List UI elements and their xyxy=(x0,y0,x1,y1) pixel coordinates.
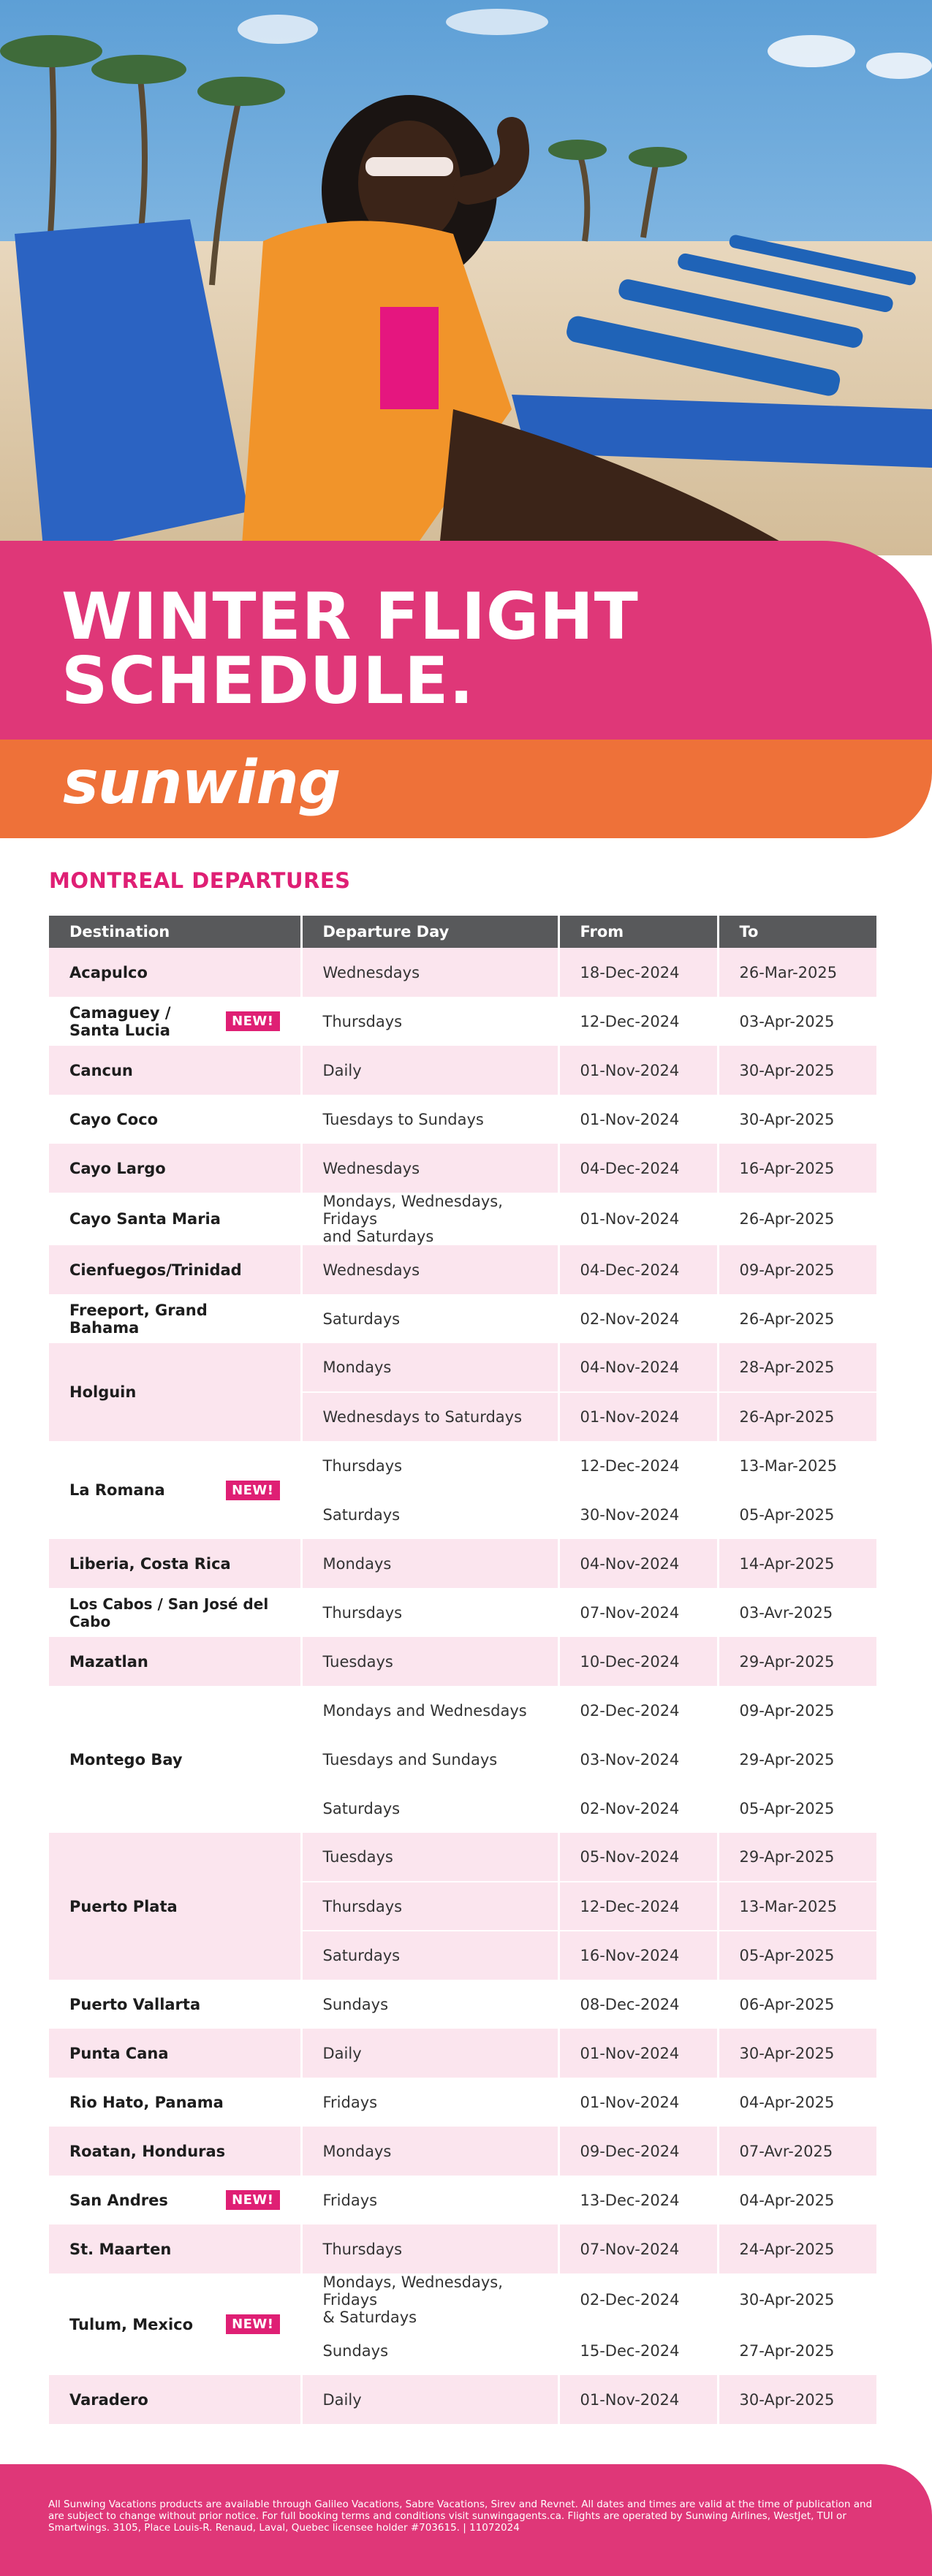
destination-cell: Cancun xyxy=(49,1046,301,1095)
to-cell: 04-Apr-2025 xyxy=(718,2078,876,2127)
day-cell: Tuesdays and Sundays xyxy=(301,1735,558,1784)
to-cell: 29-Apr-2025 xyxy=(718,1735,876,1784)
destination-cell: Cayo Santa Maria xyxy=(49,1193,301,1245)
destination-cell: Puerto Vallarta xyxy=(49,1980,301,2029)
table-row xyxy=(49,2176,876,2224)
destination-cell: Cayo Coco xyxy=(49,1095,301,1144)
table-row xyxy=(49,2375,876,2424)
to-cell: 30-Apr-2025 xyxy=(718,2375,876,2424)
table-row xyxy=(49,2224,876,2273)
destination-cell: Los Cabos / San José del Cabo xyxy=(49,1588,301,1637)
from-cell: 30-Nov-2024 xyxy=(558,1490,718,1539)
table-row xyxy=(49,1980,876,2029)
destination-name: La Romana xyxy=(69,1481,165,1499)
to-cell: 07-Avr-2025 xyxy=(718,2127,876,2176)
to-cell: 24-Apr-2025 xyxy=(718,2224,876,2273)
destination-name: Tulum, Mexico xyxy=(69,2315,194,2333)
day-cell: Mondays xyxy=(301,1539,558,1588)
from-cell: 04-Dec-2024 xyxy=(558,1144,718,1193)
day-cell: Mondays xyxy=(301,1343,558,1392)
destination-name: San Andres xyxy=(69,2191,168,2209)
from-cell: 02-Dec-2024 xyxy=(558,2273,718,2326)
header-to: To xyxy=(718,916,876,948)
header-destination: Destination xyxy=(49,916,301,948)
destination-cell: St. Maarten xyxy=(49,2224,301,2273)
day-cell: Thursdays xyxy=(301,1588,558,1637)
destination-cell xyxy=(49,1441,301,1539)
title-line-1: WINTER FLIGHT xyxy=(61,579,639,654)
from-cell: 02-Nov-2024 xyxy=(558,1784,718,1833)
new-badge: NEW! xyxy=(226,2190,279,2210)
day-cell: Tuesdays xyxy=(301,1637,558,1686)
table-row xyxy=(49,1441,876,1490)
day-cell: Tuesdays to Sundays xyxy=(301,1095,558,1144)
table-row xyxy=(49,1046,876,1095)
page-title xyxy=(61,579,639,718)
to-cell: 05-Apr-2025 xyxy=(718,1931,876,1980)
title-line-2: SCHEDULE. xyxy=(61,643,474,718)
to-cell: 29-Apr-2025 xyxy=(718,1637,876,1686)
day-cell: Daily xyxy=(301,2375,558,2424)
day-cell: Wednesdays xyxy=(301,1245,558,1294)
from-cell: 08-Dec-2024 xyxy=(558,1980,718,2029)
sunwing-logo: sunwing xyxy=(63,748,341,818)
from-cell: 07-Nov-2024 xyxy=(558,1588,718,1637)
day-cell: Daily xyxy=(301,1046,558,1095)
to-cell: 03-Avr-2025 xyxy=(718,1588,876,1637)
day-cell: Sundays xyxy=(301,2326,558,2375)
day-cell: Sundays xyxy=(301,1980,558,2029)
table-row xyxy=(49,1095,876,1144)
beach-scene-illustration xyxy=(0,0,932,555)
destination-name: Camaguey / Santa Lucia xyxy=(69,1003,171,1039)
day-cell: Tuesdays xyxy=(301,1833,558,1882)
from-cell: 04-Nov-2024 xyxy=(558,1343,718,1392)
table-row xyxy=(49,1686,876,1735)
table-row xyxy=(49,1245,876,1294)
day-cell: Thursdays xyxy=(301,1882,558,1931)
from-cell: 01-Nov-2024 xyxy=(558,1046,718,1095)
to-cell: 14-Apr-2025 xyxy=(718,1539,876,1588)
to-cell: 30-Apr-2025 xyxy=(718,1095,876,1144)
destination-cell: Acapulco xyxy=(49,948,301,997)
table-row xyxy=(49,997,876,1046)
table-row xyxy=(49,1294,876,1343)
from-cell: 01-Nov-2024 xyxy=(558,2078,718,2127)
to-cell: 05-Apr-2025 xyxy=(718,1784,876,1833)
header-departure-day: Departure Day xyxy=(301,916,558,948)
section-title: MONTREAL DEPARTURES xyxy=(49,868,351,893)
from-cell: 01-Nov-2024 xyxy=(558,2375,718,2424)
from-cell: 04-Dec-2024 xyxy=(558,1245,718,1294)
day-cell: Wednesdays xyxy=(301,1144,558,1193)
new-badge: NEW! xyxy=(226,1481,279,1500)
destination-cell: Liberia, Costa Rica xyxy=(49,1539,301,1588)
table-row xyxy=(49,1343,876,1392)
table-row xyxy=(49,1588,876,1637)
destination-cell: Puerto Plata xyxy=(49,1833,301,1980)
day-cell: Mondays xyxy=(301,2127,558,2176)
from-cell: 16-Nov-2024 xyxy=(558,1931,718,1980)
destination-cell: Rio Hato, Panama xyxy=(49,2078,301,2127)
table-row xyxy=(49,1637,876,1686)
day-cell: Wednesdays to Saturdays xyxy=(301,1392,558,1441)
from-cell: 03-Nov-2024 xyxy=(558,1735,718,1784)
from-cell: 10-Dec-2024 xyxy=(558,1637,718,1686)
footer-disclaimer: All Sunwing Vacations products are available through Galileo Vacations, Sabre Vacations, Sirev and Revnet. All dates and times are valid at the time of publication and are subject to change without prior notice. For full booking terms and conditions visit sunwingagents.ca. Flights are operated by Sunwing Airlines, WestJet, TUI or Smartwings. 3105, Place Louis-R. Renaud, Laval, Quebec licensee holder #703615. | 11072024 xyxy=(48,2499,873,2534)
table-header-row xyxy=(49,916,876,948)
to-cell: 27-Apr-2025 xyxy=(718,2326,876,2375)
to-cell: 13-Mar-2025 xyxy=(718,1882,876,1931)
to-cell: 26-Apr-2025 xyxy=(718,1392,876,1441)
day-cell: Saturdays xyxy=(301,1490,558,1539)
from-cell: 07-Nov-2024 xyxy=(558,2224,718,2273)
day-cell: Saturdays xyxy=(301,1294,558,1343)
day-cell: Saturdays xyxy=(301,1784,558,1833)
day-line-2: & Saturdays xyxy=(322,2309,417,2326)
day-cell xyxy=(301,1193,558,1245)
day-cell: Fridays xyxy=(301,2176,558,2224)
table-row xyxy=(49,948,876,997)
destination-cell: Montego Bay xyxy=(49,1686,301,1833)
day-cell: Mondays and Wednesdays xyxy=(301,1686,558,1735)
hero-photo xyxy=(0,0,932,555)
to-cell: 30-Apr-2025 xyxy=(718,1046,876,1095)
from-cell: 01-Nov-2024 xyxy=(558,1095,718,1144)
to-cell: 16-Apr-2025 xyxy=(718,1144,876,1193)
day-cell: Wednesdays xyxy=(301,948,558,997)
from-cell: 13-Dec-2024 xyxy=(558,2176,718,2224)
to-cell: 30-Apr-2025 xyxy=(718,2029,876,2078)
day-cell: Fridays xyxy=(301,2078,558,2127)
day-line-2: and Saturdays xyxy=(322,1228,434,1245)
to-cell: 28-Apr-2025 xyxy=(718,1343,876,1392)
table-row xyxy=(49,2078,876,2127)
destination-cell: Cienfuegos/Trinidad xyxy=(49,1245,301,1294)
destination-cell xyxy=(49,2273,301,2375)
from-cell: 12-Dec-2024 xyxy=(558,997,718,1046)
day-line-1: Mondays, Wednesdays, Fridays xyxy=(322,2273,503,2309)
table-row xyxy=(49,2029,876,2078)
from-cell: 12-Dec-2024 xyxy=(558,1882,718,1931)
from-cell: 05-Nov-2024 xyxy=(558,1833,718,1882)
to-cell: 06-Apr-2025 xyxy=(718,1980,876,2029)
to-cell: 30-Apr-2025 xyxy=(718,2273,876,2326)
destination-cell: Mazatlan xyxy=(49,1637,301,1686)
header-from: From xyxy=(558,916,718,948)
destination-cell: Roatan, Honduras xyxy=(49,2127,301,2176)
from-cell: 12-Dec-2024 xyxy=(558,1441,718,1490)
destination-cell xyxy=(49,2176,301,2224)
table-row xyxy=(49,2127,876,2176)
day-line-1: Mondays, Wednesdays, Fridays xyxy=(322,1193,503,1228)
day-cell xyxy=(301,2273,558,2326)
day-cell: Daily xyxy=(301,2029,558,2078)
table-row xyxy=(49,2273,876,2326)
from-cell: 01-Nov-2024 xyxy=(558,1193,718,1245)
destination-cell: Cayo Largo xyxy=(49,1144,301,1193)
from-cell: 01-Nov-2024 xyxy=(558,1392,718,1441)
day-cell: Thursdays xyxy=(301,1441,558,1490)
table-row xyxy=(49,1144,876,1193)
from-cell: 04-Nov-2024 xyxy=(558,1539,718,1588)
from-cell: 09-Dec-2024 xyxy=(558,2127,718,2176)
from-cell: 18-Dec-2024 xyxy=(558,948,718,997)
destination-cell: Punta Cana xyxy=(49,2029,301,2078)
from-cell: 15-Dec-2024 xyxy=(558,2326,718,2375)
to-cell: 03-Apr-2025 xyxy=(718,997,876,1046)
table-row xyxy=(49,1193,876,1245)
new-badge: NEW! xyxy=(226,2314,279,2334)
to-cell: 26-Mar-2025 xyxy=(718,948,876,997)
to-cell: 29-Apr-2025 xyxy=(718,1833,876,1882)
from-cell: 01-Nov-2024 xyxy=(558,2029,718,2078)
destination-cell: Freeport, Grand Bahama xyxy=(49,1294,301,1343)
to-cell: 04-Apr-2025 xyxy=(718,2176,876,2224)
day-cell: Thursdays xyxy=(301,2224,558,2273)
table-row xyxy=(49,1539,876,1588)
flight-schedule-table xyxy=(49,916,876,2424)
from-cell: 02-Dec-2024 xyxy=(558,1686,718,1735)
to-cell: 13-Mar-2025 xyxy=(718,1441,876,1490)
to-cell: 26-Apr-2025 xyxy=(718,1294,876,1343)
to-cell: 26-Apr-2025 xyxy=(718,1193,876,1245)
destination-cell xyxy=(49,997,301,1046)
from-cell: 02-Nov-2024 xyxy=(558,1294,718,1343)
to-cell: 05-Apr-2025 xyxy=(718,1490,876,1539)
table-row xyxy=(49,1833,876,1882)
destination-cell: Varadero xyxy=(49,2375,301,2424)
day-cell: Saturdays xyxy=(301,1931,558,1980)
to-cell: 09-Apr-2025 xyxy=(718,1245,876,1294)
new-badge: NEW! xyxy=(226,1011,279,1031)
day-cell: Thursdays xyxy=(301,997,558,1046)
destination-cell: Holguin xyxy=(49,1343,301,1441)
to-cell: 09-Apr-2025 xyxy=(718,1686,876,1735)
